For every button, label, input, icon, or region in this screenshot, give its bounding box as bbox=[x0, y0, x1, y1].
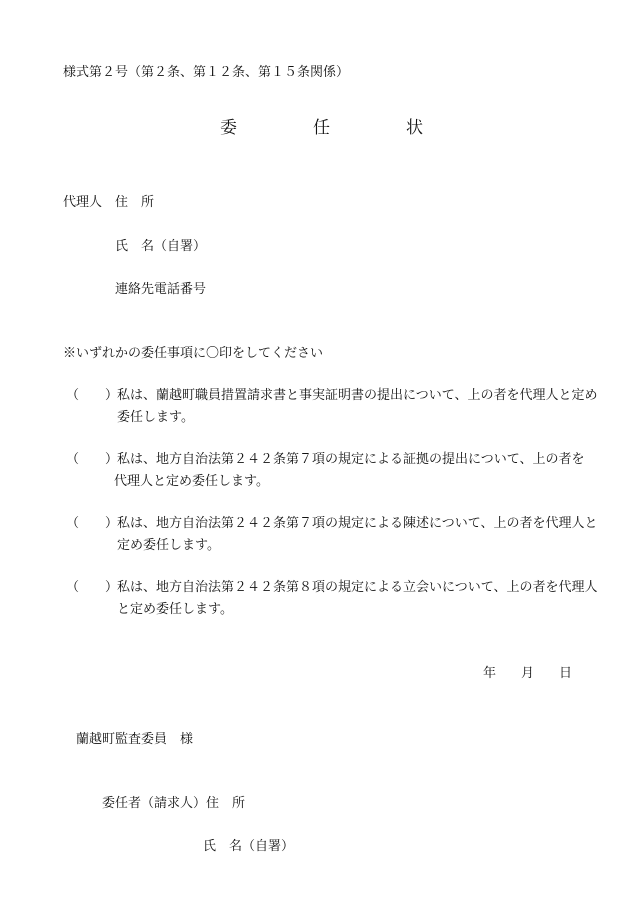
item-text-line2: 代理人と定め委任します。 bbox=[114, 474, 269, 489]
delegation-item bbox=[66, 517, 596, 557]
delegation-item bbox=[66, 389, 596, 429]
form-number: 様式第２号（第２条、第１２条、第１５条関係） bbox=[63, 65, 350, 80]
agent-name-label: 氏 名（自署） bbox=[115, 239, 207, 254]
item-text-line1: 私は、蘭越町職員措置請求書と事実証明書の提出について、上の者を代理人と定め bbox=[117, 388, 598, 403]
date-day-label: 日 bbox=[559, 666, 573, 681]
checkbox-marker[interactable]: （ ） bbox=[66, 452, 119, 467]
title-char-3: 状 bbox=[406, 118, 423, 138]
delegation-item bbox=[66, 581, 596, 621]
item-text-line1: 私は、地方自治法第２４２条第７項の規定による証拠の提出について、上の者を bbox=[117, 452, 585, 467]
item-text-line2: 定め委任します。 bbox=[117, 538, 220, 553]
title-char-2: 任 bbox=[313, 118, 330, 138]
principal-name-label: 氏 名（自署） bbox=[203, 839, 295, 854]
title-char-1: 委 bbox=[220, 118, 237, 138]
date-month-label: 月 bbox=[521, 666, 535, 681]
instruction-text: ※いずれかの委任事項に〇印をしてください bbox=[63, 346, 324, 361]
agent-phone-label: 連絡先電話番号 bbox=[115, 282, 207, 297]
item-text-line2: 委任します。 bbox=[117, 410, 194, 425]
checkbox-marker[interactable]: （ ） bbox=[66, 388, 119, 403]
addressee: 蘭越町監査委員 様 bbox=[76, 732, 194, 747]
item-text-line1: 私は、地方自治法第２４２条第７項の規定による陳述について、上の者を代理人と bbox=[117, 516, 598, 531]
item-text-line2: と定め委任します。 bbox=[117, 602, 233, 617]
item-text-line1: 私は、地方自治法第２４２条第８項の規定による立会いについて、上の者を代理人 bbox=[117, 580, 598, 595]
agent-address-label: 住 所 bbox=[115, 195, 155, 210]
principal-address-label: 委任者（請求人）住 所 bbox=[102, 796, 246, 811]
checkbox-marker[interactable]: （ ） bbox=[66, 516, 119, 531]
checkbox-marker[interactable]: （ ） bbox=[66, 580, 119, 595]
delegation-item bbox=[66, 453, 596, 493]
date-year-label: 年 bbox=[483, 666, 497, 681]
agent-label: 代理人 bbox=[63, 195, 103, 210]
